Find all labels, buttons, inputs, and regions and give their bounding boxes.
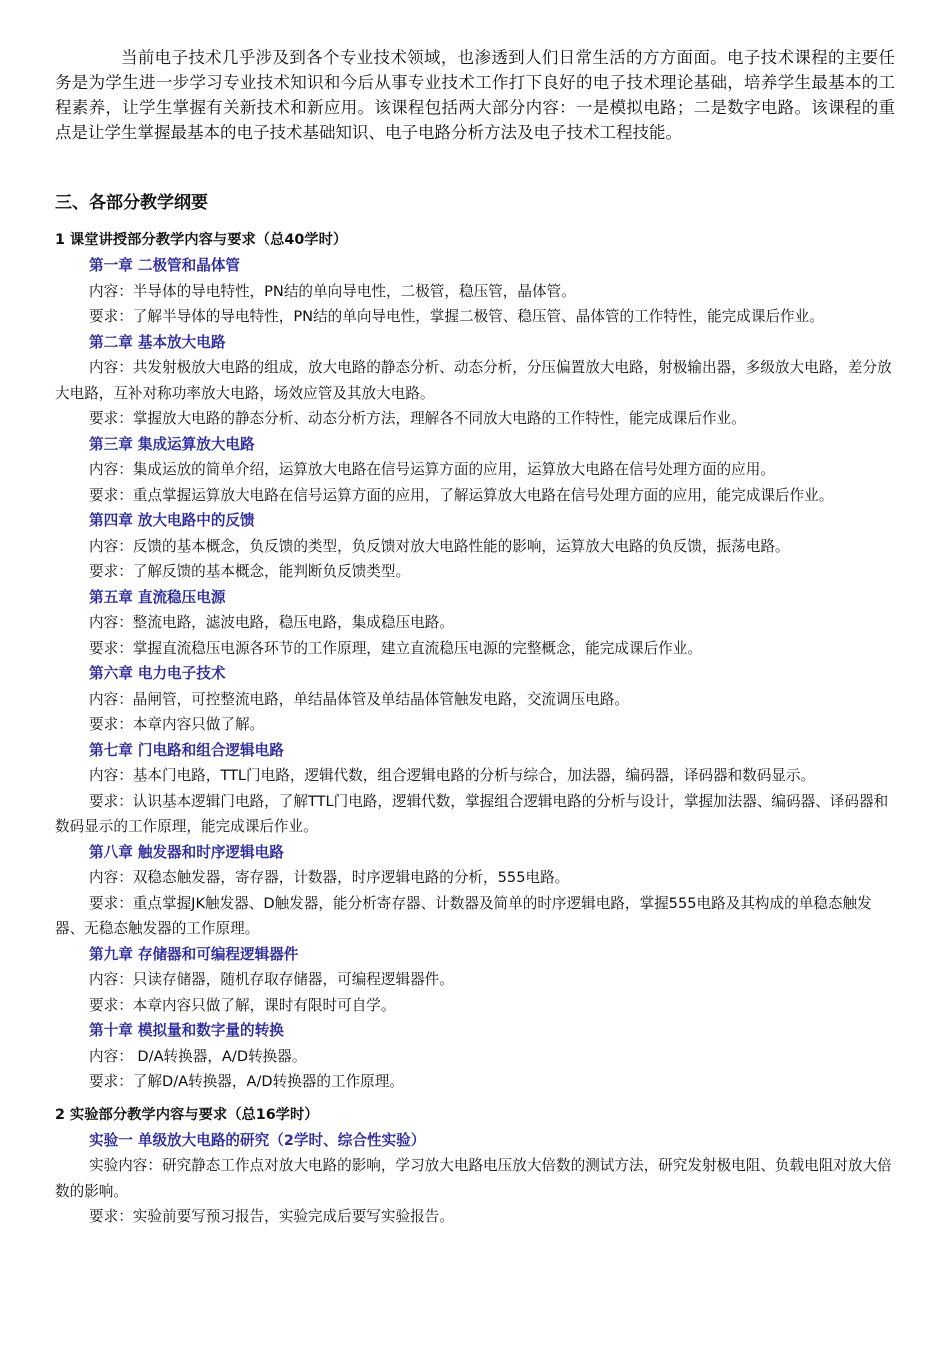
chapter-requirement: 要求：本章内容只做了解，课时有限时可自学。 [89,996,396,1014]
chapter-title: 第五章 直流稳压电源 [89,588,226,606]
chapter-title: 第九章 存储器和可编程逻辑器件 [89,945,299,963]
chapter-title: 第八章 触发器和时序逻辑电路 [89,843,284,861]
chapter-content: 内容：只读存储器，随机存取存储器，可编程逻辑器件。 [89,971,454,988]
chapter-content: 内容：共发射极放大电路的组成，放大电路的静态分析、动态分析，分压偏置放大电路，射极输出器，多级放大电路，差分放大电路，互补对称功率放大电路，场效应管及其放大电路。 [55,359,892,402]
chapter-title: 第十章 模拟量和数字量的转换 [89,1022,284,1039]
chapter-requirement: 要求：本章内容只做了解。 [89,716,265,733]
chapter-content: 内容：基本门电路，TTL门电路，逻辑代数，组合逻辑电路的分析与综合，加法器，编码器，译码器和数码显示。 [89,767,816,784]
chapter-requirement: 要求：了解D/A转换器，A/D转换器的工作原理。 [89,1073,404,1090]
chapter-title: 第三章 集成运算放大电路 [89,435,255,453]
chapter-requirement: 要求：了解反馈的基本概念，能判断负反馈类型。 [89,563,411,580]
chapter-content: 内容：反馈的基本概念，负反馈的类型，负反馈对放大电路性能的影响，运算放大电路的负反馈，振荡电路。 [89,537,790,555]
experiment-content: 实验内容：研究静态工作点对放大电路的影响，学习放大电路电压放大倍数的测试方法，研究发射极电阻、负载电阻对放大倍数的影响。 [55,1157,892,1200]
chapter-requirement: 要求：重点掌握JK触发器、D触发器，能分析寄存器、计数器及简单的时序逻辑电路，掌握555电路及其构成的单稳态触发器、无稳态触发器的工作原理。 [55,894,872,937]
chapter-title: 第六章 电力电子技术 [89,665,226,682]
section-heading: 三、各部分教学纲要 [55,193,208,213]
chapter-title: 第七章 门电路和组合逻辑电路 [89,741,284,759]
chapter-content: 内容：晶闸管，可控整流电路，单结晶体管及单结晶体管触发电路，交流调压电路。 [89,690,629,708]
experiment-title: 实验一 单级放大电路的研究（2学时、综合性实验） [89,1131,426,1149]
section-gap [55,1095,895,1103]
section1-title: 1 课堂讲授部分教学内容与要求（总40学时） [55,232,348,248]
chapter-requirement: 要求：重点掌握运算放大电路在信号运算方面的应用，了解运算放大电路在信号处理方面的应用，能完成课后作业。 [89,486,834,504]
chapter-title: 第一章 二极管和晶体管 [89,257,241,274]
chapter-requirement: 要求：掌握直流稳压电源各环节的工作原理，建立直流稳压电源的完整概念，能完成课后作业。 [89,639,702,657]
syllabus-content [55,228,895,1230]
chapter-title: 第二章 基本放大电路 [89,333,226,351]
chapter-content: 内容： D/A转换器，A/D转换器。 [89,1047,307,1065]
chapter-requirement: 要求：掌握放大电路的静态分析、动态分析方法，理解各不同放大电路的工作特性，能完成课后作业。 [89,410,746,427]
chapter-requirement: 要求：认识基本逻辑门电路，了解TTL门电路，逻辑代数，掌握组合逻辑电路的分析与设计，掌握加法器、编码器、译码器和数码显示的工作原理，能完成课后作业。 [55,792,889,835]
chapter-content: 内容：双稳态触发器，寄存器，计数器，时序逻辑电路的分析，555电路。 [89,869,570,886]
chapter-content: 内容：集成运放的简单介绍，运算放大电路在信号运算方面的应用，运算放大电路在信号处理方面的应用。 [89,461,775,478]
chapter-title: 第四章 放大电路中的反馈 [89,512,255,529]
chapter-requirement: 要求：了解半导体的导电特性，PN结的单向导电性，掌握二极管、稳压管、晶体管的工作特性，能完成课后作业。 [89,308,824,325]
chapter-content: 内容：半导体的导电特性，PN结的单向导电性，二极管，稳压管，晶体管。 [89,282,576,300]
experiment-requirement: 要求：实验前要写预习报告，实验完成后要写实验报告。 [89,1208,454,1225]
section2-title: 2 实验部分教学内容与要求（总16学时） [55,1106,319,1123]
intro-paragraph: 当前电子技术几乎涉及到各个专业技术领域，也渗透到人们日常生活的方方面面。电子技术课程的主要任务是为学生进一步学习专业技术知识和今后从事专业技术工作打下良好的电子技术理论基础，培养学生最基本的工程素养，让学生掌握有关新技术和新应用。该课程包括两大部分内容：一是模拟电路；二是数字电路。该课程的重点是让学生掌握最基本的电子技术基础知识、电子电路分析方法及电子技术工程技能。 [55,48,895,142]
chapter-content: 内容：整流电路，滤波电路，稳压电路，集成稳压电路。 [89,614,454,631]
